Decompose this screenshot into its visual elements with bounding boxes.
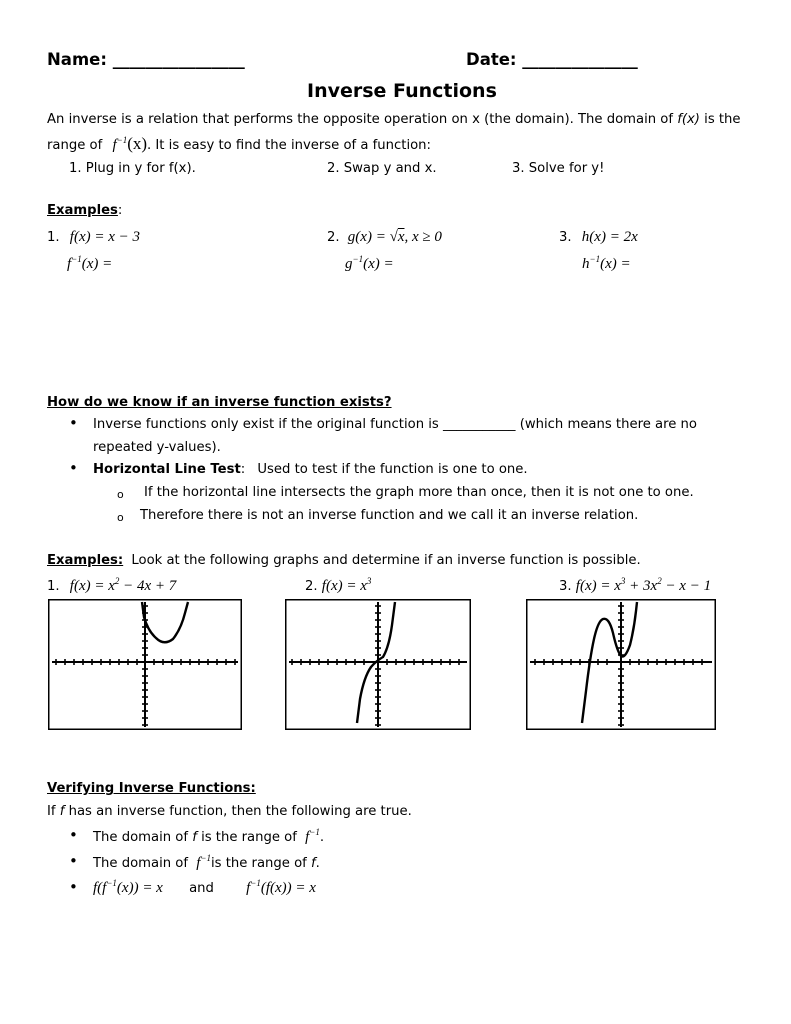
intro-fx: f(x) xyxy=(677,112,700,127)
bullet-dot: • xyxy=(69,878,78,896)
date-label: Date: xyxy=(466,50,517,69)
example-3-func: h(x) = 2x xyxy=(581,229,638,245)
intro-text-2-end: . It is easy to find the inverse of a function: xyxy=(147,138,431,153)
step-3: 3. Solve for y! xyxy=(512,161,605,176)
exists-bullet-1: Inverse functions only exist if the original function is ___________ (which means there are no xyxy=(93,417,697,432)
graph-2-label: 2. $f(x) = x^3$ xyxy=(305,576,372,594)
graph-3 xyxy=(526,599,716,730)
intro-inverse-notation: $f^{-1}(x)$ xyxy=(112,134,148,153)
step-2: 2. Swap y and x. xyxy=(327,161,437,176)
page-title: Inverse Functions xyxy=(307,80,497,102)
name-blank[interactable]: ________________ xyxy=(112,50,245,69)
name-label-line xyxy=(47,50,245,69)
composition-right: $f^{-1}(f(x)) = x$ xyxy=(246,878,316,896)
exists-bullet-1-cont: repeated y-values). xyxy=(93,440,221,455)
example-1-func: f(x) = x − 3 xyxy=(69,229,141,245)
composition-left: $f(f^{-1}(x)) = x$ xyxy=(93,878,163,896)
intro-text-1-end: is the xyxy=(704,112,741,127)
example-2: 2. g(x) = √x, x ≥ 0 xyxy=(327,229,442,245)
verify-heading: Verifying Inverse Functions: xyxy=(47,781,256,796)
bullet-dot: • xyxy=(69,459,78,477)
date-label-line xyxy=(466,50,638,69)
one-to-one-blank[interactable]: ___________ xyxy=(442,417,516,432)
step-1: 1. Plug in y for f(x). xyxy=(69,161,196,176)
intro-text-2: range of xyxy=(47,138,103,153)
name-label: Name: xyxy=(47,50,107,69)
examples-heading: Examples: xyxy=(47,203,123,218)
exists-sub-2: Therefore there is not an inverse function and we call it an inverse relation. xyxy=(140,508,639,523)
graph-1-label: 1. $f(x) = x^2 - 4x + 7$ xyxy=(47,576,177,594)
verify-bullet-3: $f(f^{-1}(x)) = x$ and $f^{-1}(f(x)) = x$ xyxy=(93,878,316,896)
examples-2-line: Examples: Look at the following graphs and determine if an inverse function is possible. xyxy=(47,553,641,568)
example-1: 1. f(x) = x − 3 xyxy=(47,229,141,245)
exists-sub-1: If the horizontal line intersects the graph more than once, then it is not one to one. xyxy=(144,485,694,500)
intro-line-1 xyxy=(47,112,741,127)
exists-heading: How do we know if an inverse function exists? xyxy=(47,395,392,410)
example-2-inverse: $g^{-1}(x)$ = xyxy=(345,254,394,272)
bullet-dot: • xyxy=(69,852,78,870)
verify-bullet-1: The domain of f is the range of $f^{-1}$. xyxy=(93,827,325,845)
bullet-dot: • xyxy=(69,826,78,844)
verify-intro: If f has an inverse function, then the following are true. xyxy=(47,804,412,819)
example-2-func: g(x) = √x, x ≥ 0 xyxy=(347,229,442,245)
sub-bullet-circle: o xyxy=(117,488,124,501)
graph-3-label: 3. $f(x) = x^3 + 3x^2 - x - 1$ xyxy=(559,576,712,594)
graph-2 xyxy=(285,599,471,730)
sub-bullet-circle: o xyxy=(117,511,124,524)
example-3: 3. h(x) = 2x xyxy=(559,229,638,245)
intro-text-1: An inverse is a relation that performs the opposite operation on x (the domain). The domain of xyxy=(47,112,673,127)
example-1-inverse: $f^{-1}(x)$ = xyxy=(67,254,113,272)
graph-1 xyxy=(48,599,242,730)
example-3-inverse: $h^{-1}(x)$ = xyxy=(582,254,631,272)
intro-line-2 xyxy=(47,134,431,154)
exists-bullet-2: Horizontal Line Test: Used to test if the function is one to one. xyxy=(93,462,528,477)
verify-bullet-2: The domain of $f^{-1}is$ the range of f. xyxy=(93,853,320,871)
bullet-dot: • xyxy=(69,414,78,432)
date-blank[interactable]: ______________ xyxy=(522,50,638,69)
